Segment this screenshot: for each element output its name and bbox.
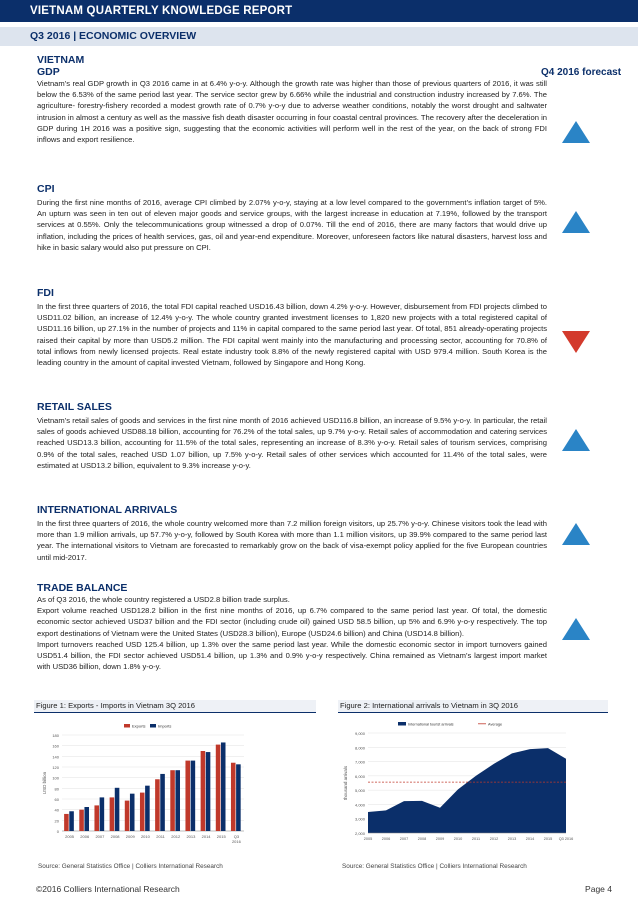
bar-exports-2010: [140, 793, 145, 831]
bar-exports-2006: [79, 810, 84, 831]
footer-copyright: ©2016 Colliers International Research: [36, 884, 180, 894]
bar-imports-2012: [175, 770, 180, 831]
x-tick-label: 2008: [110, 834, 120, 839]
x-tick-label: 2007: [399, 837, 409, 841]
bar-imports-2010: [145, 786, 150, 831]
section-trade-balance: [37, 582, 547, 672]
section-title-retail-sales: RETAIL SALES: [37, 401, 112, 413]
x-tick-label: 2011: [471, 837, 481, 841]
y-tick-label: 6,000: [354, 773, 365, 779]
forecast-up-icon: [561, 617, 591, 641]
legend-swatch: [124, 724, 130, 728]
bar-imports-2005: [69, 811, 74, 831]
report-title-bar: [0, 0, 638, 22]
bar-imports-2011: [160, 774, 165, 831]
y-tick-label: 180: [52, 733, 59, 738]
legend-label: Imports: [158, 723, 172, 729]
section-international-arrivals: [37, 504, 547, 563]
y-tick-label: 40: [54, 807, 59, 813]
bar-exports-2008: [110, 797, 115, 831]
x-tick-label: 2016: [231, 839, 241, 844]
forecast-up-icon: [561, 210, 591, 234]
bar-imports-2008: [115, 788, 120, 831]
international-arrivals-chart: [338, 713, 608, 858]
x-tick-label: 2010: [140, 834, 150, 839]
forecast-up-icon: [561, 522, 591, 546]
bar-imports-Q3-2016: [236, 764, 241, 831]
y-axis-label: thousand arrivals: [343, 765, 348, 801]
bar-exports-2013: [185, 761, 190, 831]
x-tick-label: 2005: [65, 834, 75, 839]
legend-label: Exports: [132, 723, 146, 729]
bar-exports-2012: [170, 770, 175, 831]
section-title-fdi: FDI: [37, 287, 54, 299]
bar-exports-2015: [216, 745, 221, 831]
x-tick-label: 2008: [417, 837, 427, 841]
x-tick-label: 2012: [489, 837, 499, 841]
y-tick-label: 2,000: [354, 831, 365, 836]
figure-international-arrivals: [338, 700, 608, 870]
y-tick-label: 140: [52, 754, 59, 760]
report-subtitle: Q3 2016 | ECONOMIC OVERVIEW: [30, 30, 197, 42]
figure-2-source: Source: General Statistics Office | Colliers International Research: [342, 863, 527, 870]
section-text-international-arrivals: In the first three quarters of 2016, the whole country welcomed more than 7.2 million foreign visitors, up 25.7% y-o-y. Chinese visitors took the lead with more than 1.9 million arrivals, up 57.7% y-o-y, followed by South Korea with more than 1.1 million visitors, up 39.9% compared to the same period last year. The international visitors to Vietnam are forecasted to remarkably grow on the back of visa-exempt policy applied for the five European countries until mid-2017.: [37, 519, 547, 562]
y-axis-label: USD billion: [42, 771, 47, 795]
y-tick-label: 0: [56, 829, 59, 834]
x-tick-label: Q3 2016: [558, 837, 574, 841]
forecast-label: Q4 2016 forecast: [541, 67, 622, 78]
section-fdi: [37, 287, 547, 368]
section-gdp: [37, 54, 547, 145]
report-title: VIETNAM QUARTERLY KNOWLEDGE REPORT: [30, 5, 293, 17]
section-retail-sales: [37, 401, 547, 471]
forecast-down-icon: [561, 330, 591, 354]
section-text-gdp: Vietnam’s real GDP growth in Q3 2016 came in at 6.4% y-o-y. Although the growth rate was higher than those of previous quarters of 2016, it was still below the 6.53% of the same period last year. The service sector grew by 6.66% while the industrial and construction industry increased by 7.6%. The agriculture- forestry-fishery recorded a modest growth rate of 0.7% y-o-y due to adverse weather conditions, notably the worst drought and saltwater intrusion in almost a century as well as the massive fish death disaster occurring in four coastal central provinces. The recovery after the deceleration in GDP during 1H 2016 was a positive sign, suggesting that the economic activities will perform well in the rest of the year, on the back of strong FDI inflows and export resilience.: [37, 79, 547, 145]
bar-imports-2006: [84, 807, 89, 831]
bar-exports-2005: [64, 814, 69, 831]
section-text-fdi: In the first three quarters of 2016, the total FDI capital reached USD16.43 billion, down 4.2% y-o-y. However, disbursement from FDI projects climbed to USD11.02 billion, an increase of 12.4% y-o-y. The whole country granted investment licenses to 1,820 new projects with a total registered capital of USD11.16 billion, up 27.1% in the number of projects and 11% in capital compared to the same period last year. Of total, 851 already-operating projects raised their capital by more than USD5.2 million. The FDI capital went mainly into the manufacturing and processing sector, accounting for 70.8% of total inflows from newly licensed projects. Real estate industry took 8.8% of the newly registered capital with USD 979.4 million. South Korea is the leading country in the amount of capital invested Vietnam, followed by Singapore and Hong Kong.: [37, 302, 547, 368]
bar-exports-2014: [201, 751, 206, 831]
x-tick-label: 2009: [125, 834, 135, 839]
y-tick-label: 80: [54, 786, 59, 792]
section-text-retail-sales: Vietnam’s retail sales of goods and services in the first nine month of 2016 achieved USD116.8 billion, an increase of 9.5% y-o-y. In particular, the retail sales of goods achieved USD88.18 billion, accounting for 76.2% of the total sales, up 9.7% y-o-y. Retail sales of accommodation and catering services reached USD13.3 billion, accounting for 11.5% of the total sales, representing an increase of 8.3% y-o-y. Retail sales of tourism services, comprising 0.9% of the total sales, reached USD 1.07 billion, up 7.5% y-o-y. Retail sales of other services which accounted for 11.4% of the total sales, were estimated at USD13.2 billion, equivalent to 9.3% increase y-o-y.: [37, 416, 547, 470]
x-tick-label: 2015: [543, 837, 553, 841]
x-tick-label: 2014: [201, 834, 211, 839]
forecast-up-icon: [561, 120, 591, 144]
bar-exports-2009: [125, 801, 130, 831]
x-tick-label: 2010: [453, 837, 463, 841]
x-tick-label: 2009: [435, 837, 445, 841]
y-tick-label: 7,000: [354, 759, 365, 765]
y-tick-label: 9,000: [354, 731, 365, 736]
area-international-arrivals: [368, 748, 566, 833]
legend-swatch: [150, 724, 156, 728]
bar-imports-2009: [130, 794, 135, 831]
bar-imports-2015: [221, 742, 226, 831]
figure-2-title: Figure 2: International arrivals to Vietnam in 3Q 2016: [338, 700, 608, 713]
section-title-cpi: CPI: [37, 183, 55, 195]
y-tick-label: 5,000: [354, 788, 365, 794]
x-tick-label: 2011: [156, 834, 165, 839]
figure-1-source: Source: General Statistics Office | Colliers International Research: [38, 863, 223, 870]
x-tick-label: 2006: [381, 837, 391, 841]
bar-exports-2011: [155, 779, 160, 831]
y-tick-label: 3,000: [354, 816, 365, 822]
legend-label: International tourist arrivals: [408, 722, 454, 727]
section-text-trade-exports: Export volume reached USD128.2 billion in the first nine months of 2016, up 6.7% compared to the same period last year. Of total, the domestic economic sector achieved USD37 billion and the FDI sector (including crude oil) gained USD 58.5 billion, up 5% and 6.9% y-o-y respectively. The top export destinations of Vietnam were the United States (USD28.3 billion), Europe (USD24.6 billion) and China (USD14.8 billion).: [37, 606, 547, 638]
exports-imports-chart: [34, 713, 316, 858]
section-title-international-arrivals: INTERNATIONAL ARRIVALS: [37, 504, 178, 516]
x-tick-label: Q3: [233, 834, 240, 839]
section-subtitle-bar: [0, 27, 638, 46]
footer-page-number: Page 4: [585, 884, 612, 894]
bar-imports-2007: [100, 797, 105, 831]
x-tick-label: 2013: [186, 834, 196, 839]
bar-exports-2007: [94, 805, 99, 831]
section-title-gdp: GDP: [37, 66, 60, 78]
x-tick-label: 2012: [171, 834, 181, 839]
section-text-trade-imports: Import turnovers reached USD 125.4 billion, up 1.3% over the same period last year. While the domestic economic sector in import turnovers gained USD51.4 billion, the FDI sector achieved USD51.4 billion, up 1.3% and 0.9% y-o-y respectively. China remained as Vietnam’s largest import market with USD36 billion, down 1.8% y-o-y.: [37, 639, 547, 672]
bar-imports-2014: [206, 752, 211, 831]
y-tick-label: 20: [54, 818, 59, 824]
figure-1-title: Figure 1: Exports - Imports in Vietnam 3Q 2016: [34, 700, 316, 713]
section-title-trade-balance: TRADE BALANCE: [37, 582, 128, 594]
y-tick-label: 4,000: [354, 802, 365, 808]
y-tick-label: 8,000: [354, 745, 365, 751]
x-tick-label: 2015: [216, 834, 226, 839]
forecast-up-icon: [561, 428, 591, 452]
legend-label: Average: [488, 722, 503, 727]
y-tick-label: 160: [52, 743, 59, 749]
x-tick-label: 2014: [525, 837, 535, 841]
x-tick-label: 2006: [80, 834, 90, 839]
section-text-trade-balance: As of Q3 2016, the whole country registered a USD2.8 billion trade surplus.: [37, 595, 290, 604]
x-tick-label: 2007: [95, 834, 105, 839]
section-cpi: [37, 183, 547, 253]
country-heading: VIETNAM: [37, 54, 85, 66]
section-text-cpi: During the first nine months of 2016, average CPI climbed by 2.07% y-o-y, staying at a low level compared to the government’s inflation target of 5%. An upturn was seen in ten out of eleven major goods and service groups, with the largest increase in education at 7.19%, followed by the transport services at 0.55%. Only the telecommunications group witnessed a drop of 0.07%. Till the end of 2016, there are many factors that would drive up inflation, including the prices of health services, gas, oil and year-end expenditure. Moreover, unforeseen factors like natural disasters, harvest loss and hike in basic salary would also put pressure on CPI.: [37, 198, 547, 252]
y-tick-label: 100: [52, 775, 59, 781]
y-tick-label: 60: [54, 797, 59, 802]
y-tick-label: 120: [52, 765, 59, 770]
x-tick-label: 2013: [507, 837, 517, 841]
bar-imports-2013: [191, 761, 196, 831]
figure-exports-imports: [34, 700, 316, 870]
legend-swatch: [398, 722, 406, 726]
bar-exports-Q3-2016: [231, 763, 236, 831]
x-tick-label: 2005: [363, 837, 373, 841]
